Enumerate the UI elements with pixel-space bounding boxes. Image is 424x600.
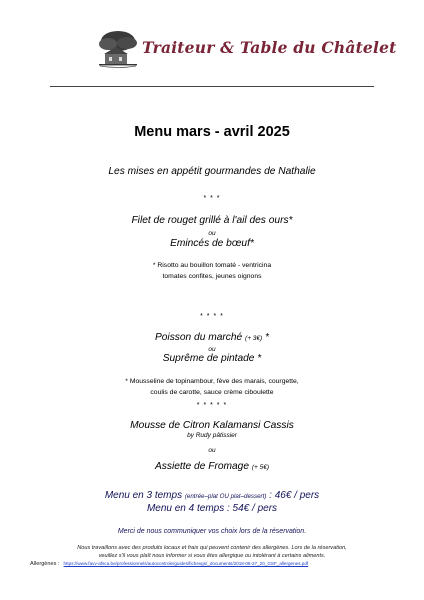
course1-side-2: tomates confites, jeunes oignons bbox=[162, 273, 262, 280]
course1-side-1: * Risotto au bouillon tomaté - ventricina bbox=[152, 262, 272, 269]
course2-option-a bbox=[0, 332, 424, 343]
allergen-label: Allergènes : bbox=[30, 561, 60, 567]
brand-name: Traiteur & Table du Châtelet bbox=[142, 38, 397, 57]
dessert-option-b-name: Assiette de Fromage bbox=[154, 461, 249, 472]
pricing-3-label: Menu en 3 temps bbox=[104, 490, 183, 501]
course1-or: ou bbox=[208, 230, 216, 237]
separator-1: * * * bbox=[203, 195, 221, 202]
allergen-link[interactable]: https://www.favv-afsca.be/professionnels/autocontrole/guides/fichevgs/_documents/2018-08-27_20_GSF_allergenes.pdf bbox=[63, 561, 309, 566]
course2-option-b: Suprême de pintade * bbox=[162, 353, 262, 364]
dessert-option-a: Mousse de Citron Kalamansi Cassis bbox=[130, 420, 294, 431]
course2-option-a-supplement: (+ 3€) bbox=[245, 335, 263, 342]
course1-option-b: Emincés de bœuf* bbox=[170, 238, 254, 249]
pricing-line-2: Menu en 4 temps : 54€ / pers bbox=[146, 503, 278, 514]
chateau-tree-logo bbox=[96, 28, 140, 72]
dessert-or: ou bbox=[208, 447, 216, 454]
course2-or: ou bbox=[208, 346, 216, 353]
dessert-option-b-supplement: (+ 5€) bbox=[251, 464, 269, 471]
reservation-note: Merci de nous communiquer vos choix lors de la réservation. bbox=[117, 528, 307, 535]
footer-line-2: veuillez s'il vous plaît nous informer si vous êtes allergique ou intolérant à certains aliments. bbox=[98, 553, 326, 559]
allergen-info bbox=[30, 561, 308, 567]
pricing-3-price: : 46€ / pers bbox=[269, 490, 320, 501]
course2-side-1: * Mousseline de topinambour, fève des marais, courgette, bbox=[125, 378, 299, 385]
separator-3: * * * * * bbox=[196, 402, 228, 409]
course1-option-a: Filet de rouget grillé à l'ail des ours* bbox=[131, 215, 293, 226]
course2-option-a-name: Poisson du marché bbox=[154, 332, 243, 343]
separator-2: * * * * bbox=[200, 313, 224, 320]
page-title: Menu mars - avril 2025 bbox=[134, 124, 290, 140]
footer-line-1: Nous travaillons avec des produits locaux et frais qui peuvent contenir des allergènes. Lors de la réservation, bbox=[77, 545, 347, 551]
course2-side-2: coulis de carotte, sauce crème ciboulette bbox=[150, 389, 274, 396]
pricing-line-1 bbox=[0, 490, 424, 501]
dessert-credit: by Rudy pâtissier bbox=[187, 432, 237, 439]
course2-option-a-mark: * bbox=[265, 332, 270, 343]
header-divider bbox=[50, 86, 374, 87]
header bbox=[96, 28, 397, 78]
dessert-option-b bbox=[0, 461, 424, 472]
starter: Les mises en appétit gourmandes de Nathalie bbox=[108, 166, 316, 177]
pricing-3-note: (entrée–plat OU plat–dessert) bbox=[184, 493, 267, 500]
